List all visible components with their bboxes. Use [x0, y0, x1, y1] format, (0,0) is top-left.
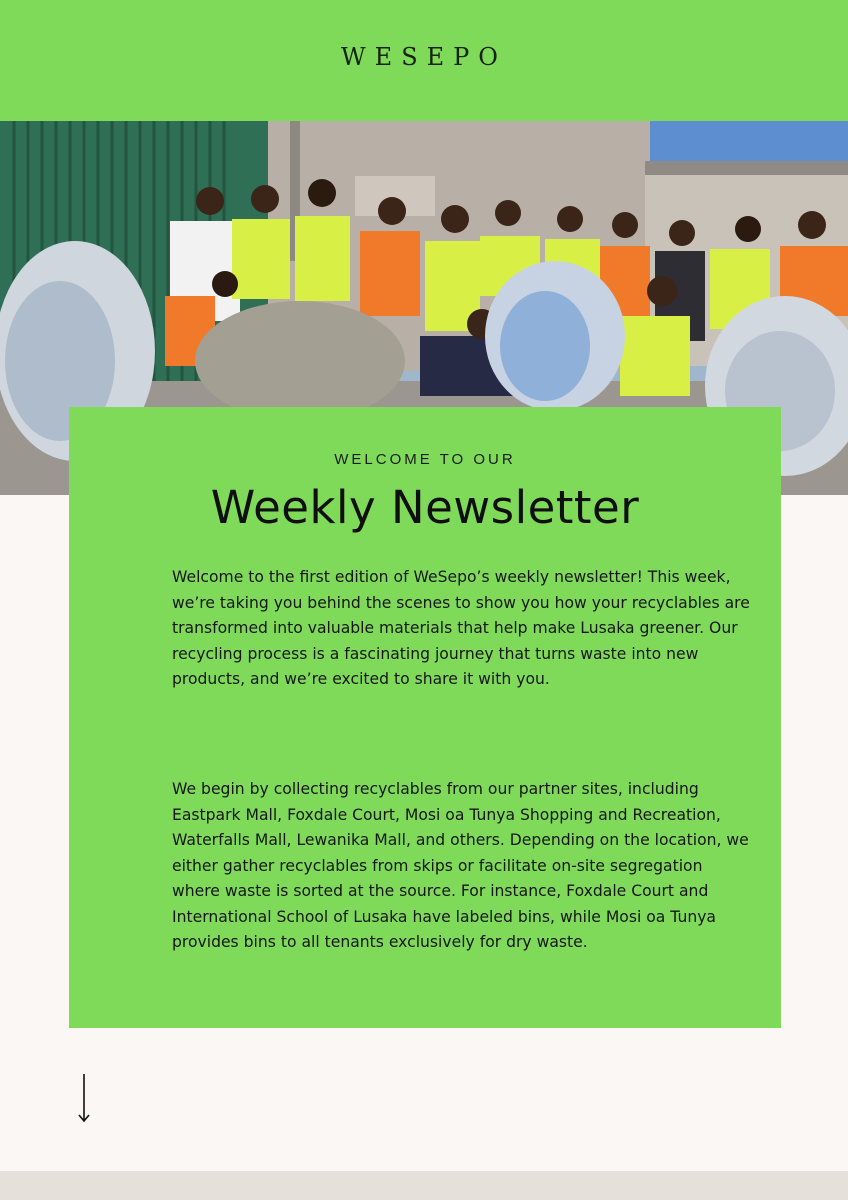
newsletter-card — [69, 407, 781, 1028]
collection-paragraph: We begin by collecting recyclables from our partner sites, including Eastpark Mall, Foxdale Court, Mosi oa Tunya Shopping and Recreation, Waterfalls Mall, Lewanika Mall, and others. Depending on the location, we either gather recyclables from skips or facilitate on-site segregation where waste is sorted at the source. For instance, Foxdale Court and International School of Lusaka have labeled bins, while Mosi oa Tunya provides bins to all tenants exclusively for dry waste. — [172, 780, 749, 951]
kicker-text: WELCOME TO OUR — [334, 451, 516, 468]
newsletter-title: Weekly Newsletter — [210, 481, 640, 534]
header-banner — [0, 0, 848, 121]
footer-strip — [0, 1171, 848, 1200]
brand-logo: WESEPO — [341, 43, 507, 71]
intro-paragraph: Welcome to the first edition of WeSepo’s weekly newsletter! This week, we’re taking you behind the scenes to show you how your recyclables are transformed into valuable materials that help make Lusaka greener. Our recycling process is a fascinating journey that turns waste into new products, and we’re excited to share it with you. — [172, 568, 750, 688]
arrow-down-icon — [74, 1072, 94, 1124]
